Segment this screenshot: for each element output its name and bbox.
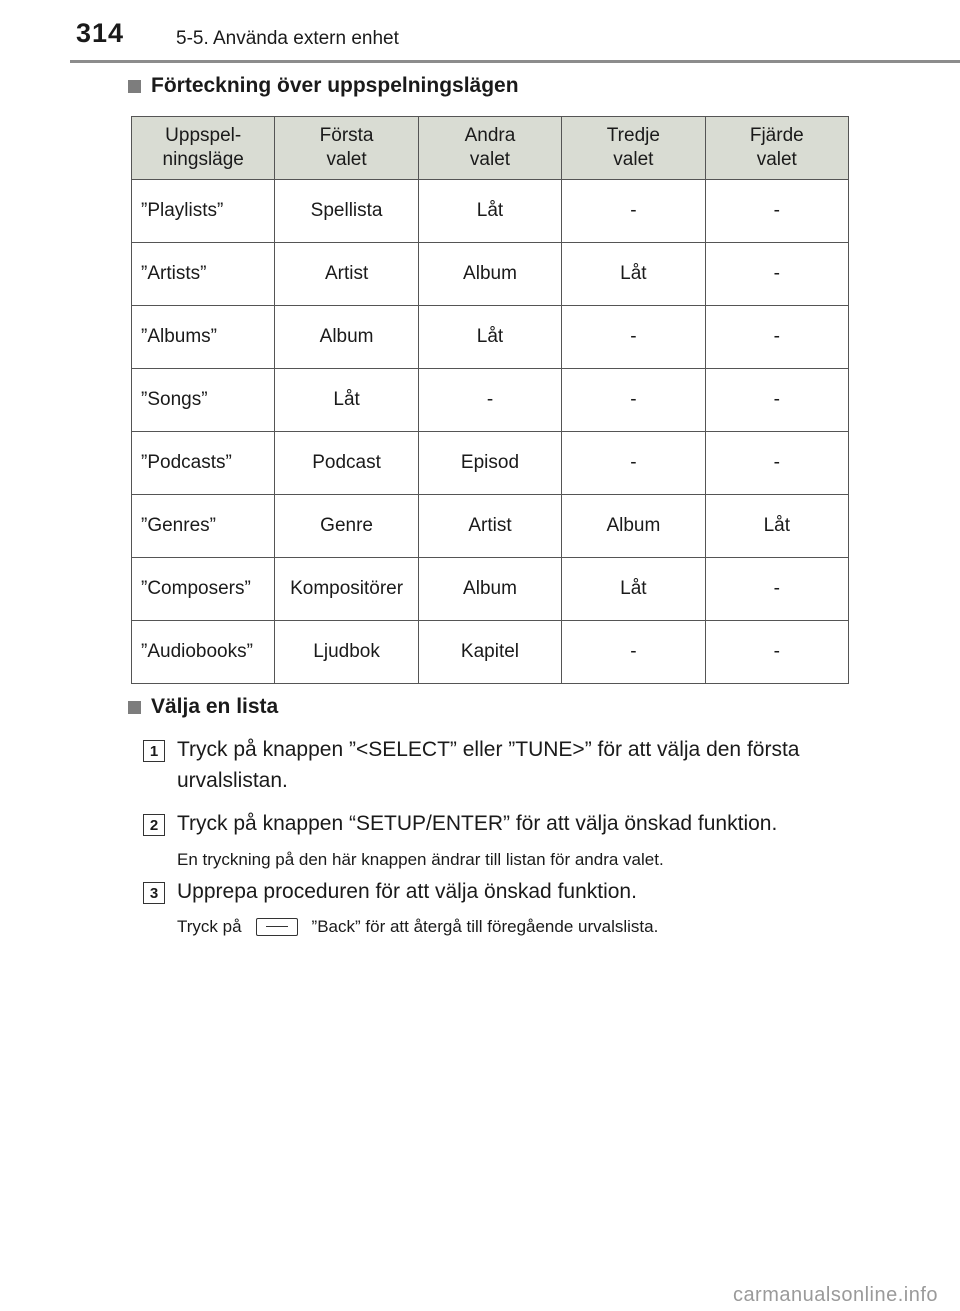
table-cell: Artist bbox=[275, 243, 418, 306]
table-cell: - bbox=[562, 180, 705, 243]
step-3 bbox=[143, 876, 847, 907]
step-3-note bbox=[177, 917, 658, 937]
step-number-badge: 1 bbox=[143, 740, 165, 762]
table-cell: Låt bbox=[418, 180, 561, 243]
table-row bbox=[132, 243, 849, 306]
table-cell: ”Artists” bbox=[132, 243, 275, 306]
step-2-note bbox=[177, 850, 664, 870]
table-cell: Album bbox=[275, 306, 418, 369]
table-cell: Podcast bbox=[275, 432, 418, 495]
table-cell: Album bbox=[418, 243, 561, 306]
table-cell: - bbox=[705, 621, 848, 684]
table-cell: - bbox=[562, 369, 705, 432]
table-cell: ”Albums” bbox=[132, 306, 275, 369]
watermark: carmanualsonline.info bbox=[732, 1284, 938, 1306]
column-header: Andra valet bbox=[418, 117, 561, 180]
table-cell: Ljudbok bbox=[275, 621, 418, 684]
table-cell: Artist bbox=[418, 495, 561, 558]
column-header: Uppspel- ningsläge bbox=[132, 117, 275, 180]
table-cell: - bbox=[705, 369, 848, 432]
table-cell: Kapitel bbox=[418, 621, 561, 684]
page-number: 314 bbox=[76, 18, 125, 48]
page-header bbox=[0, 0, 960, 62]
column-header: Första valet bbox=[275, 117, 418, 180]
section-heading-modes bbox=[128, 74, 519, 98]
note-text-before: Tryck på bbox=[177, 917, 242, 936]
table-cell: - bbox=[562, 621, 705, 684]
table-cell: - bbox=[705, 243, 848, 306]
section-heading-text: Förteckning över uppspelningslägen bbox=[151, 74, 519, 97]
back-button-icon bbox=[256, 918, 298, 936]
table-row bbox=[132, 558, 849, 621]
table-row bbox=[132, 369, 849, 432]
table-cell: Låt bbox=[705, 495, 848, 558]
table-cell: Album bbox=[562, 495, 705, 558]
table-cell: ”Composers” bbox=[132, 558, 275, 621]
column-header: Fjärde valet bbox=[705, 117, 848, 180]
step-number-badge: 2 bbox=[143, 814, 165, 836]
square-bullet-icon bbox=[128, 80, 141, 93]
table-cell: - bbox=[705, 180, 848, 243]
table-cell: Episod bbox=[418, 432, 561, 495]
table-header-row bbox=[132, 117, 849, 180]
header-rule bbox=[70, 60, 960, 63]
square-bullet-icon bbox=[128, 701, 141, 714]
table-cell: - bbox=[418, 369, 561, 432]
section-heading-select-list bbox=[128, 695, 278, 719]
table-cell: - bbox=[705, 306, 848, 369]
table-cell: ”Podcasts” bbox=[132, 432, 275, 495]
table-cell: - bbox=[705, 432, 848, 495]
table-row bbox=[132, 306, 849, 369]
table-cell: ”Playlists” bbox=[132, 180, 275, 243]
step-2 bbox=[143, 808, 847, 839]
note-text: En tryckning på den här knappen ändrar till listan för andra valet. bbox=[177, 850, 664, 869]
table-cell: - bbox=[562, 432, 705, 495]
chapter-title: 5-5. Använda extern enhet bbox=[176, 28, 399, 49]
step-text: Upprepa proceduren för att välja önskad funktion. bbox=[177, 880, 637, 903]
note-text-after: ”Back” för att återgå till föregående urvalslista. bbox=[311, 917, 659, 936]
step-1 bbox=[143, 734, 847, 796]
table-cell: ”Genres” bbox=[132, 495, 275, 558]
table-row bbox=[132, 495, 849, 558]
table-cell: Låt bbox=[562, 243, 705, 306]
column-header: Tredje valet bbox=[562, 117, 705, 180]
table-cell: ”Songs” bbox=[132, 369, 275, 432]
table-cell: - bbox=[705, 558, 848, 621]
table-row bbox=[132, 432, 849, 495]
table-row bbox=[132, 621, 849, 684]
table-row bbox=[132, 180, 849, 243]
table-cell: Spellista bbox=[275, 180, 418, 243]
step-text: Tryck på knappen “SETUP/ENTER” för att välja önskad funktion. bbox=[177, 812, 778, 835]
step-text: Tryck på knappen ”<SELECT” eller ”TUNE>” för att välja den första urvalslistan. bbox=[177, 738, 800, 792]
table-cell: Genre bbox=[275, 495, 418, 558]
table-cell: Kompositörer bbox=[275, 558, 418, 621]
table-cell: - bbox=[562, 306, 705, 369]
playback-modes-table bbox=[131, 116, 849, 684]
table-cell: Låt bbox=[275, 369, 418, 432]
table-cell: Album bbox=[418, 558, 561, 621]
table-cell: Låt bbox=[562, 558, 705, 621]
table-cell: Låt bbox=[418, 306, 561, 369]
section-heading-text: Välja en lista bbox=[151, 695, 279, 718]
step-number-badge: 3 bbox=[143, 882, 165, 904]
table-cell: ”Audiobooks” bbox=[132, 621, 275, 684]
